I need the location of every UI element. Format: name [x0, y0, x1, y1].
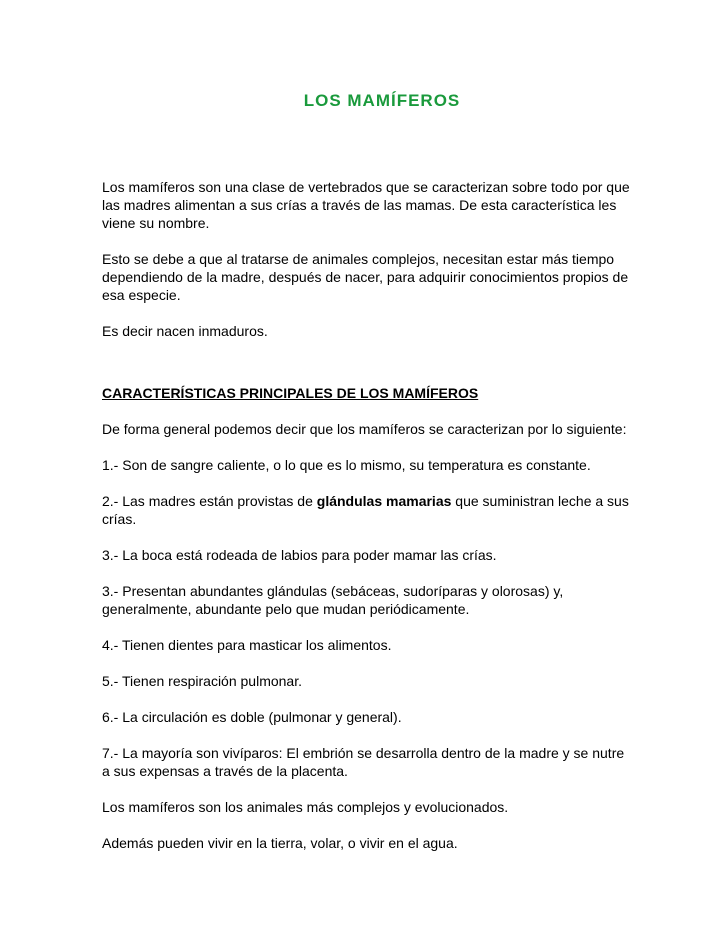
section-lead: De forma general podemos decir que los mamíferos se caracterizan por lo siguiente: — [102, 421, 627, 437]
list-item — [102, 492, 632, 528]
list-item-text: que suministran leche a sus crías. — [102, 493, 629, 527]
list-item: 3.- La boca está rodeada de labios para poder mamar las crías. — [102, 547, 497, 563]
document-body — [102, 178, 632, 870]
bold-term: glándulas mamarias — [316, 493, 452, 509]
list-item: 3.- Presentan abundantes glándulas (sebáceas, sudoríparas y olorosas) y, generalmente, abundante pelo que mudan periódicamente. — [102, 583, 564, 617]
section-heading: CARACTERÍSTICAS PRINCIPALES DE LOS MAMÍFEROS — [102, 385, 479, 401]
list-item: 6.- La circulación es doble (pulmonar y general). — [102, 709, 402, 725]
list-item: 5.- Tienen respiración pulmonar. — [102, 673, 302, 689]
page-title-text: LOS MAMÍFEROS — [303, 91, 461, 110]
list-item-text: 2.- Las madres están provistas de — [102, 493, 317, 509]
list-item: 1.- Son de sangre caliente, o lo que es lo mismo, su temperatura es constante. — [102, 457, 591, 473]
closing-paragraph-1: Los mamíferos son los animales más complejos y evolucionados. — [102, 799, 509, 815]
list-item: 4.- Tienen dientes para masticar los alimentos. — [102, 637, 392, 653]
intro-paragraph-2: Esto se debe a que al tratarse de animales complejos, necesitan estar más tiempo dependiendo de la madre, después de nacer, para adquirir conocimientos propios de esa especie. — [102, 251, 629, 303]
closing-paragraph-2: Además pueden vivir en la tierra, volar, o vivir en el agua. — [102, 835, 458, 851]
intro-paragraph-3: Es decir nacen inmaduros. — [102, 323, 268, 339]
intro-paragraph-1: Los mamíferos son una clase de vertebrados que se caracterizan sobre todo por que las madres alimentan a sus crías a través de las mamas. De esta característica les viene su nombre. — [102, 179, 630, 231]
list-item: 7.- La mayoría son vivíparos: El embrión se desarrolla dentro de la madre y se nutre a sus expensas a través de la placenta. — [102, 745, 625, 779]
page-title — [0, 91, 728, 111]
